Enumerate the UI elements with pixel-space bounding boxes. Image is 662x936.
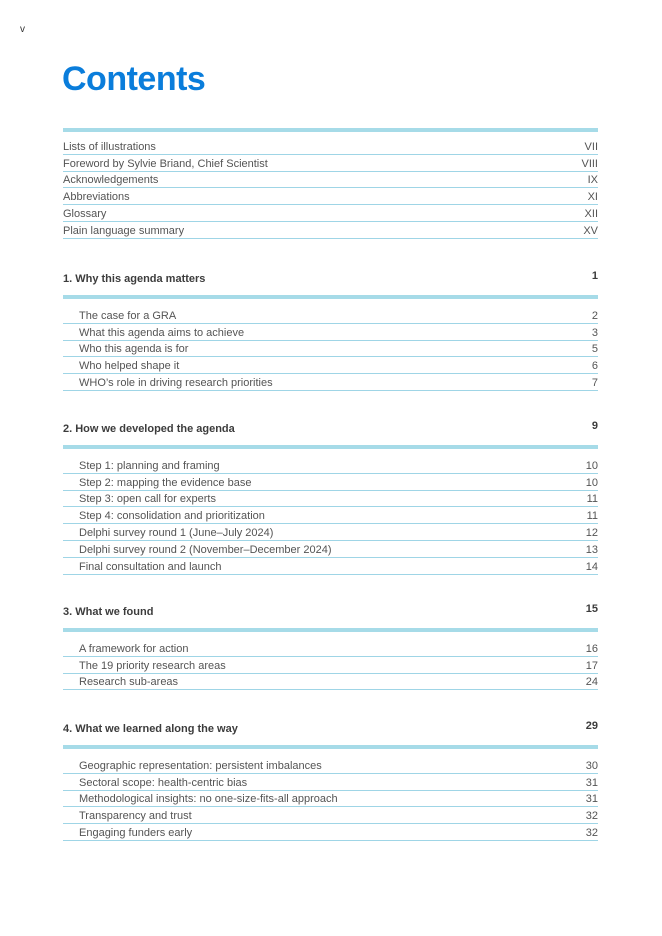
toc-entry[interactable] [63, 138, 598, 155]
section-title: 4. What we learned along the way [63, 723, 238, 735]
entry-page: 12 [585, 526, 598, 539]
section-title: 1. Why this agenda matters [63, 273, 206, 285]
entry-label: Engaging funders early [79, 826, 193, 839]
entry-page: 11 [586, 510, 598, 523]
section-heading[interactable] [63, 720, 598, 740]
entry-page: XII [584, 207, 598, 220]
section-4 [63, 720, 598, 841]
toc-entry[interactable] [63, 155, 598, 172]
toc-entry[interactable] [63, 172, 598, 189]
entry-page: XV [583, 224, 598, 237]
toc-entry[interactable] [63, 222, 598, 239]
entry-label: Step 2: mapping the evidence base [79, 476, 252, 489]
entry-label: The case for a GRA [79, 309, 177, 322]
toc-entry[interactable] [63, 491, 598, 508]
entry-label: Abbreviations [63, 191, 130, 204]
entry-page: 32 [585, 810, 598, 823]
toc-entry[interactable] [63, 640, 598, 657]
section-2 [63, 420, 598, 575]
entry-page: 16 [585, 642, 598, 655]
entry-page: 11 [586, 493, 598, 506]
entry-page: 7 [591, 376, 598, 389]
entry-page: 3 [591, 326, 598, 339]
section-heading[interactable] [63, 270, 598, 290]
entry-label: Who this agenda is for [79, 343, 189, 356]
toc-entry[interactable] [63, 541, 598, 558]
entry-label: The 19 priority research areas [79, 659, 226, 672]
entry-label: Research sub-areas [79, 676, 179, 689]
entry-label: Acknowledgements [63, 174, 159, 187]
toc-entry[interactable] [63, 205, 598, 222]
section-page: 15 [585, 603, 598, 615]
toc-entry[interactable] [63, 374, 598, 391]
section-title: 3. What we found [63, 606, 154, 618]
section-page: 29 [585, 720, 598, 732]
toc-entry[interactable] [63, 188, 598, 205]
toc-entry[interactable] [63, 341, 598, 358]
entry-label: Lists of illustrations [63, 140, 156, 153]
front-matter-list [63, 128, 598, 239]
section-page: 1 [591, 270, 598, 282]
toc-entry[interactable] [63, 357, 598, 374]
toc-entry[interactable] [63, 507, 598, 524]
entry-label: A framework for action [79, 642, 189, 655]
entry-label: Foreword by Sylvie Briand, Chief Scientist [63, 157, 268, 170]
entry-page: 10 [585, 476, 598, 489]
section-page: 9 [591, 420, 598, 432]
entry-label: Sectoral scope: health-centric bias [79, 776, 248, 789]
page-title: Contents [62, 60, 206, 98]
section-1 [63, 270, 598, 391]
toc-entry[interactable] [63, 807, 598, 824]
entry-page: 17 [585, 659, 598, 672]
toc-entry[interactable] [63, 324, 598, 341]
toc-entry[interactable] [63, 474, 598, 491]
entry-page: 31 [585, 793, 598, 806]
entry-label: Step 4: consolidation and prioritization [79, 510, 265, 523]
entry-page: VII [584, 140, 598, 153]
entry-label: Methodological insights: no one-size-fits-all approach [79, 793, 338, 806]
entry-label: Plain language summary [63, 224, 185, 237]
toc-entry[interactable] [63, 657, 598, 674]
toc-entry[interactable] [63, 457, 598, 474]
section-3 [63, 603, 598, 690]
entry-page: 6 [591, 360, 598, 373]
toc-entry[interactable] [63, 757, 598, 774]
entry-label: Transparency and trust [79, 810, 192, 823]
entry-page: IX [587, 174, 598, 187]
entry-page: 5 [591, 343, 598, 356]
entry-label: What this agenda aims to achieve [79, 326, 245, 339]
toc-entry[interactable] [63, 558, 598, 575]
entry-label: Delphi survey round 2 (November–December 2024) [79, 543, 332, 556]
toc-entry[interactable] [63, 307, 598, 324]
entry-page: VIII [581, 157, 598, 170]
section-heading[interactable] [63, 420, 598, 440]
entry-label: Step 3: open call for experts [79, 493, 216, 506]
entry-page: 24 [585, 676, 598, 689]
toc-entry[interactable] [63, 524, 598, 541]
entry-page: XI [587, 191, 598, 204]
entry-page: 13 [585, 543, 598, 556]
entry-page: 31 [585, 776, 598, 789]
toc-entry[interactable] [63, 824, 598, 841]
entry-page: 32 [585, 826, 598, 839]
page-number: v [20, 24, 25, 35]
toc-entry[interactable] [63, 791, 598, 808]
section-title: 2. How we developed the agenda [63, 423, 235, 435]
entry-label: Who helped shape it [79, 360, 180, 373]
entry-label: Final consultation and launch [79, 560, 222, 573]
entry-label: Delphi survey round 1 (June–July 2024) [79, 526, 274, 539]
entry-label: WHO’s role in driving research priorities [79, 376, 273, 389]
entry-label: Step 1: planning and framing [79, 459, 220, 472]
toc-entry[interactable] [63, 674, 598, 691]
entry-page: 14 [585, 560, 598, 573]
entry-page: 10 [585, 459, 598, 472]
entry-label: Geographic representation: persistent imbalances [79, 759, 322, 772]
toc-entry[interactable] [63, 774, 598, 791]
entry-page: 30 [585, 759, 598, 772]
entry-label: Glossary [63, 207, 107, 220]
section-heading[interactable] [63, 603, 598, 623]
entry-page: 2 [591, 309, 598, 322]
